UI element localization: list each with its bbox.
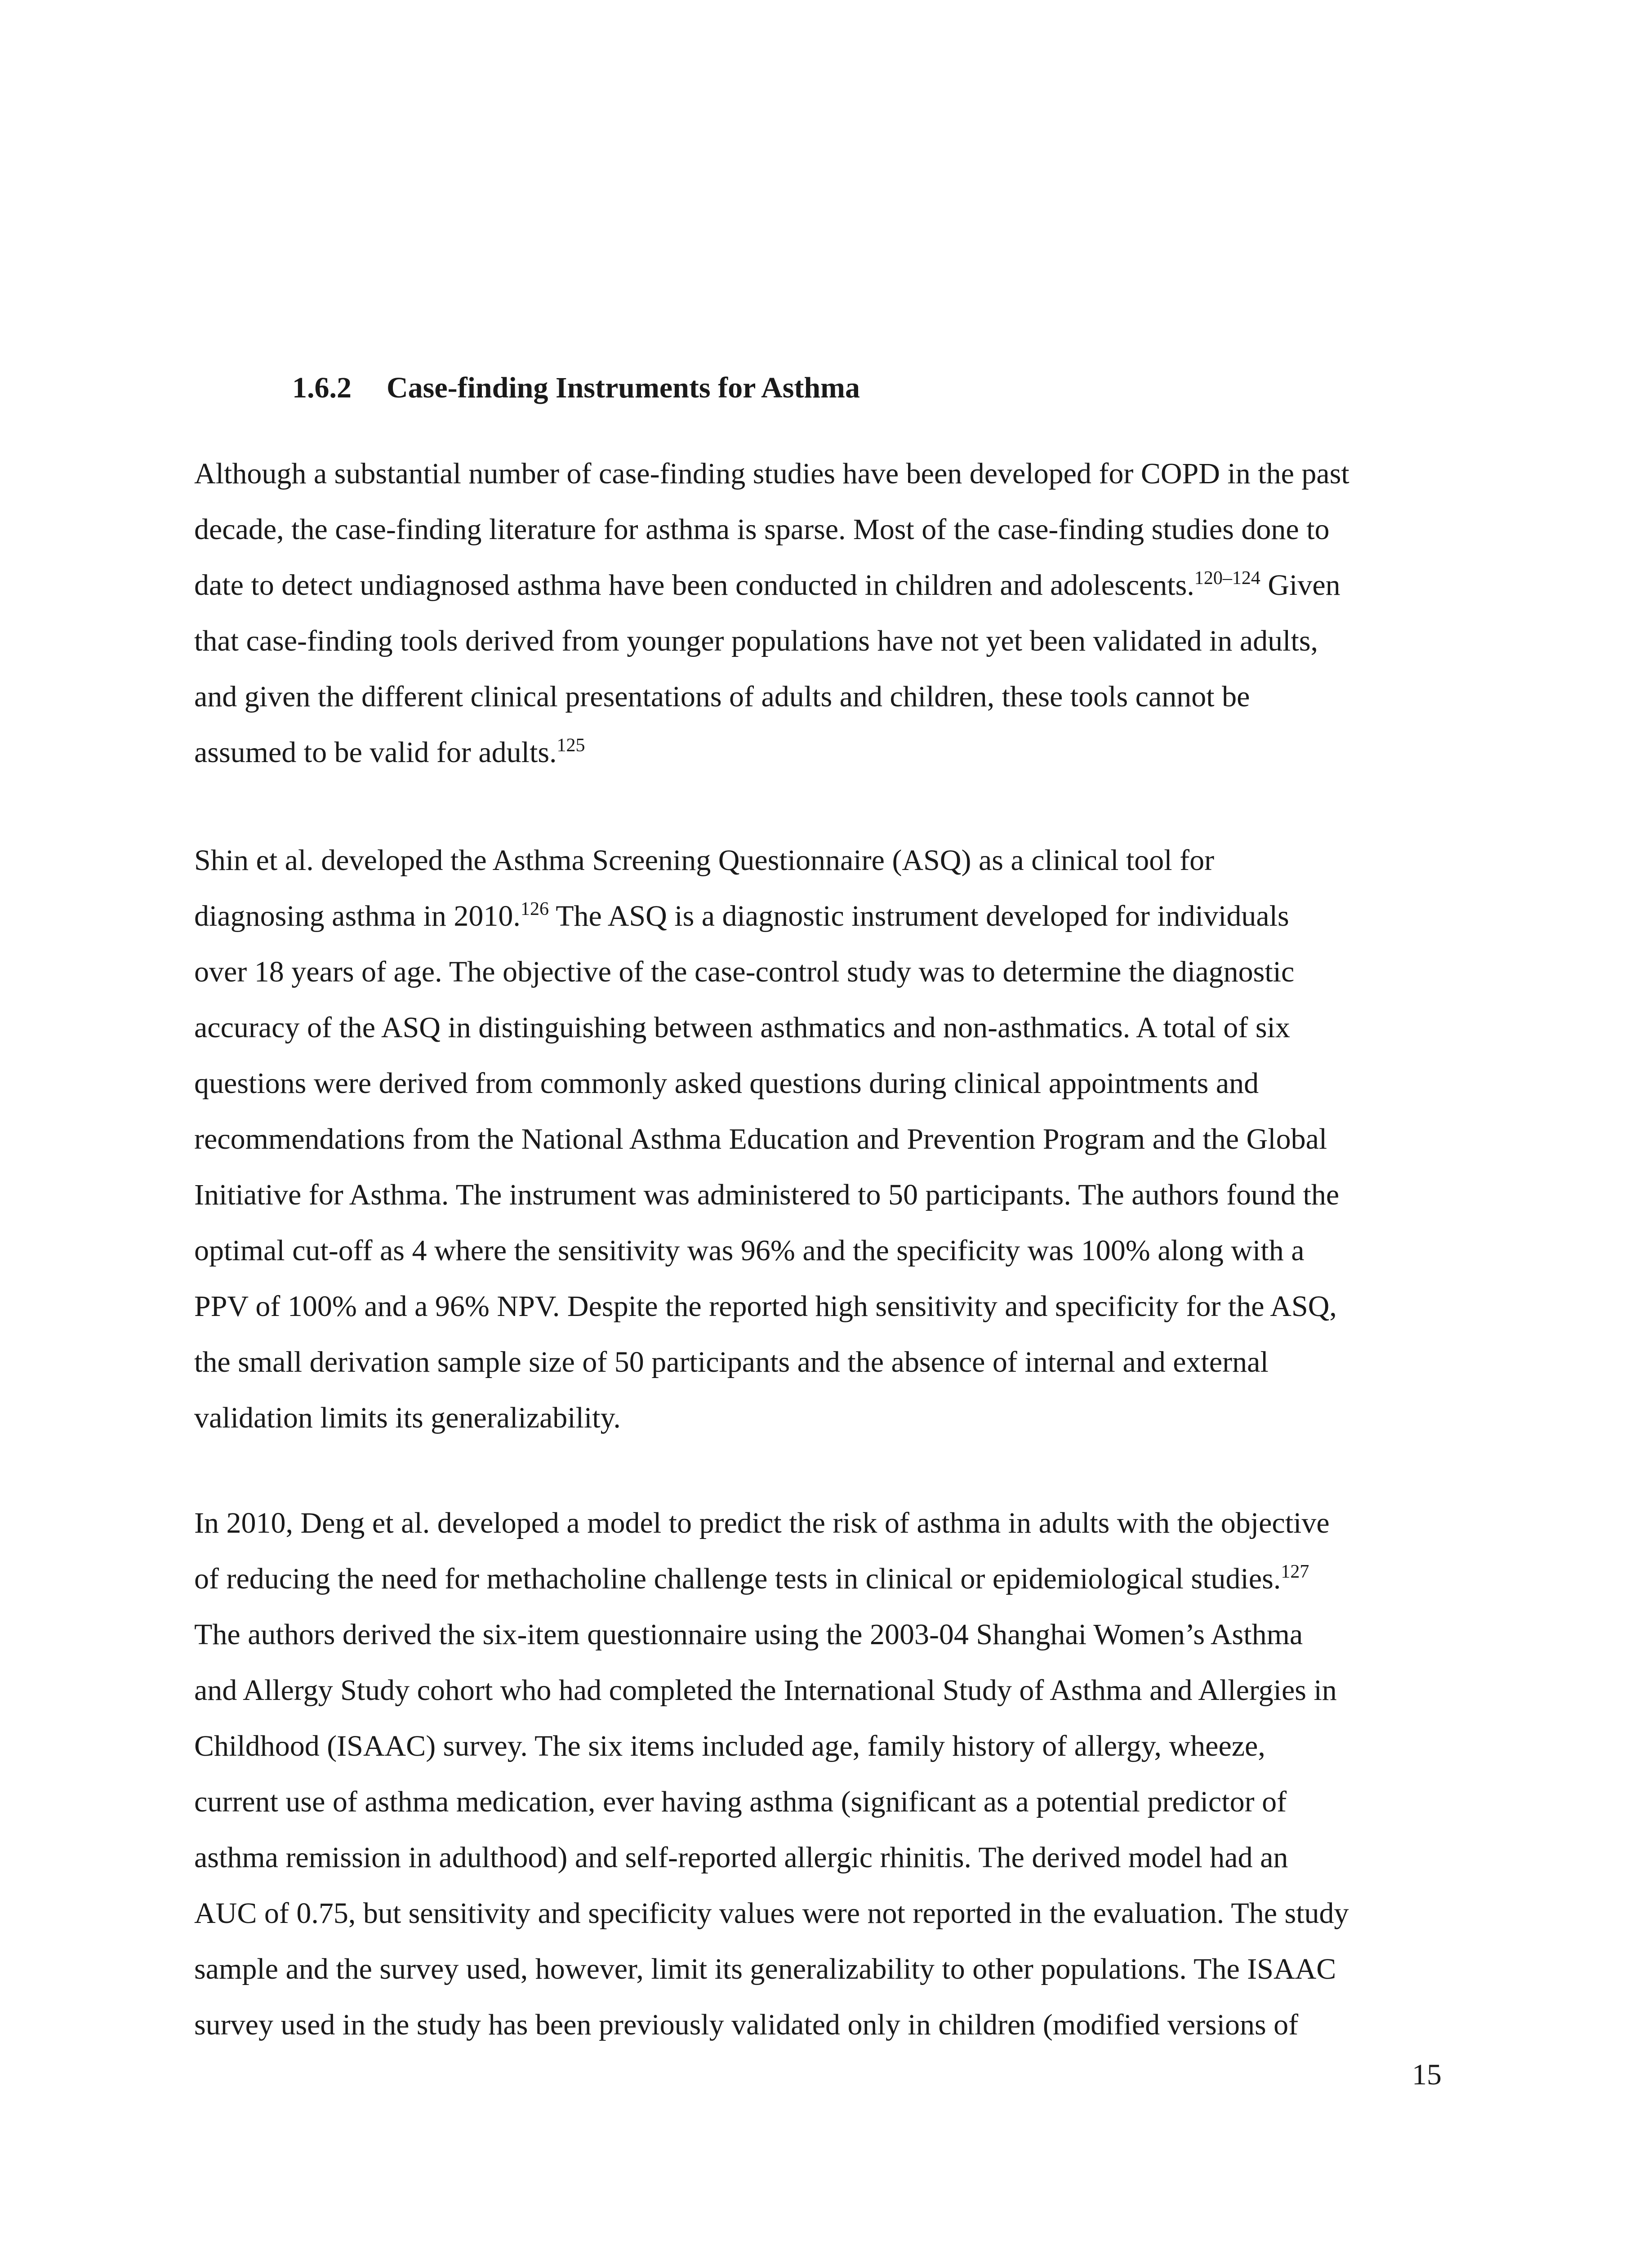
text-line — [194, 1223, 1462, 1279]
text-segment: Given — [1260, 569, 1340, 602]
text-line — [194, 1774, 1462, 1830]
text-line — [194, 446, 1462, 502]
text-line — [194, 833, 1462, 888]
text-segment: optimal cut-off as 4 where the sensitivity was 96% and the specificity was 100% along with a — [194, 1234, 1305, 1267]
text-line — [194, 1056, 1462, 1111]
text-segment: decade, the case-finding literature for asthma is sparse. Most of the case-finding studies done to — [194, 513, 1330, 546]
text-segment: In 2010, Deng et al. developed a model to predict the risk of asthma in adults with the objective — [194, 1507, 1330, 1539]
text-segment: PPV of 100% and a 96% NPV. Despite the reported high sensitivity and specificity for the ASQ, — [194, 1290, 1337, 1323]
text-segment: questions were derived from commonly asked questions during clinical appointments and — [194, 1067, 1259, 1100]
text-segment: of reducing the need for methacholine challenge tests in clinical or epidemiological studies. — [194, 1562, 1281, 1595]
text-segment: asthma remission in adulthood) and self-reported allergic rhinitis. The derived model had an — [194, 1841, 1288, 1874]
text-segment: assumed to be valid for adults. — [194, 736, 557, 769]
text-line — [194, 613, 1462, 669]
text-line — [194, 1000, 1462, 1056]
text-segment: that case-finding tools derived from younger populations have not yet been validated in adults, — [194, 624, 1318, 657]
text-segment: date to detect undiagnosed asthma have been conducted in children and adolescents. — [194, 569, 1194, 602]
text-line — [194, 1718, 1462, 1774]
text-segment: the small derivation sample size of 50 participants and the absence of internal and external — [194, 1346, 1269, 1378]
text-line — [194, 502, 1462, 558]
page-number: 15 — [1412, 2058, 1442, 2091]
text-segment: The authors derived the six-item questionnaire using the 2003-04 Shanghai Women’s Asthma — [194, 1618, 1303, 1651]
text-segment: over 18 years of age. The objective of the case-control study was to determine the diagnostic — [194, 955, 1295, 988]
citation-superscript: 126 — [520, 899, 549, 919]
section-heading — [292, 373, 860, 403]
text-segment: recommendations from the National Asthma Education and Prevention Program and the Global — [194, 1123, 1327, 1155]
text-segment: and Allergy Study cohort who had completed the International Study of Asthma and Allergies in — [194, 1674, 1337, 1707]
text-line — [194, 1334, 1462, 1390]
text-line — [194, 1830, 1462, 1886]
text-segment: accuracy of the ASQ in distinguishing between asthmatics and non-asthmatics. A total of six — [194, 1011, 1290, 1044]
section-title: Case-finding Instruments for Asthma — [387, 371, 860, 404]
text-segment: survey used in the study has been previously validated only in children (modified versions of — [194, 2008, 1299, 2041]
citation-superscript: 127 — [1281, 1561, 1309, 1582]
section-number: 1.6.2 — [292, 371, 352, 404]
text-segment: diagnosing asthma in 2010. — [194, 900, 521, 932]
text-line — [194, 1663, 1462, 1718]
paragraph-deng-model — [194, 1495, 1462, 2053]
text-line — [194, 558, 1462, 613]
paragraph-shin-asq — [194, 833, 1462, 1446]
text-segment: AUC of 0.75, but sensitivity and specificity values were not reported in the evaluation. The study — [194, 1897, 1349, 1930]
text-segment: sample and the survey used, however, limit its generalizability to other populations. The ISAAC — [194, 1953, 1336, 1985]
text-line — [194, 1495, 1462, 1551]
text-segment: current use of asthma medication, ever having asthma (significant as a potential predictor of — [194, 1785, 1287, 1818]
paragraph-case-finding-intro — [194, 446, 1462, 781]
text-line — [194, 888, 1462, 944]
text-line — [194, 1886, 1462, 1941]
text-segment: Shin et al. developed the Asthma Screening Questionnaire (ASQ) as a clinical tool for — [194, 844, 1215, 877]
text-line — [194, 1167, 1462, 1223]
text-line — [194, 944, 1462, 1000]
text-segment: The ASQ is a diagnostic instrument developed for individuals — [548, 900, 1289, 932]
text-line — [194, 1111, 1462, 1167]
text-line — [194, 1941, 1462, 1997]
text-segment: Childhood (ISAAC) survey. The six items included age, family history of allergy, wheeze, — [194, 1730, 1265, 1762]
text-line — [194, 669, 1462, 725]
text-line — [194, 1390, 1462, 1446]
text-line — [194, 1551, 1462, 1607]
text-segment: Although a substantial number of case-finding studies have been developed for COPD in the past — [194, 457, 1349, 490]
text-segment: Initiative for Asthma. The instrument was administered to 50 participants. The authors found the — [194, 1178, 1340, 1211]
text-line — [194, 725, 1462, 781]
text-segment: and given the different clinical presentations of adults and children, these tools cannot be — [194, 680, 1250, 713]
text-line — [194, 1997, 1462, 2053]
text-line — [194, 1607, 1462, 1663]
text-line — [194, 1279, 1462, 1334]
citation-superscript: 120–124 — [1194, 568, 1260, 589]
citation-superscript: 125 — [557, 735, 585, 756]
text-segment: validation limits its generalizability. — [194, 1401, 621, 1434]
